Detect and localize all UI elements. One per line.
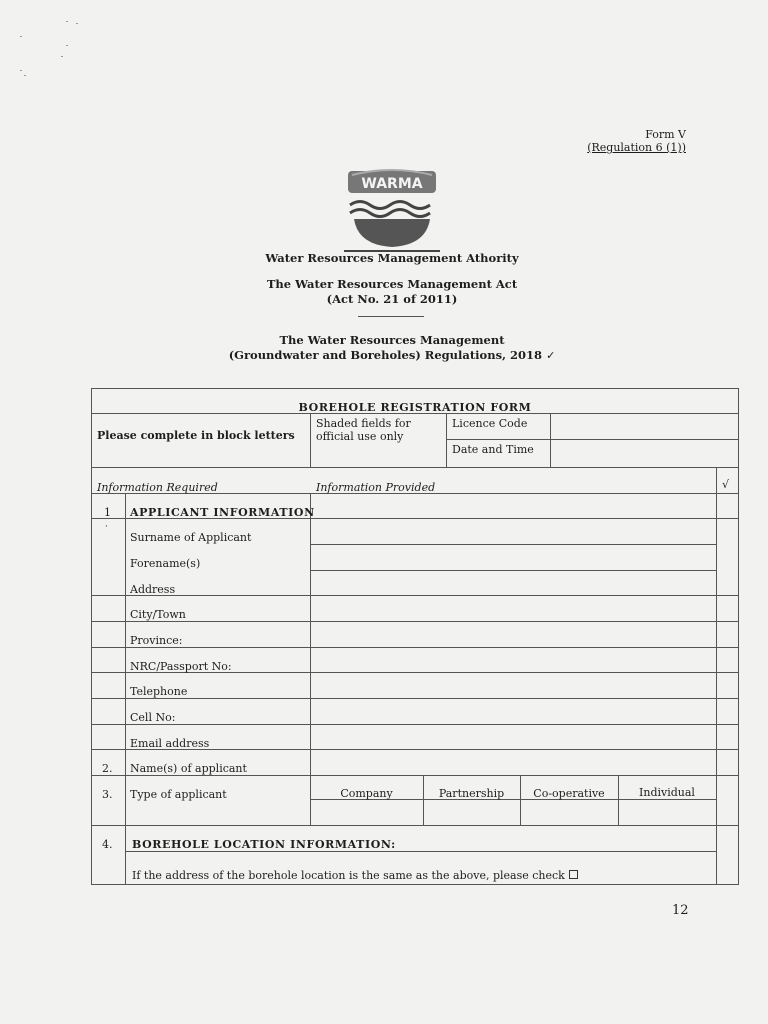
divider (358, 316, 424, 317)
tick-mark: ✓ (546, 349, 556, 362)
shaded-note-line2: official use only (316, 430, 404, 443)
act-title: The Water Resources Management Act (266, 277, 518, 291)
column-header-required: Information Required (97, 481, 218, 494)
telephone-input[interactable] (311, 673, 716, 698)
email-input[interactable] (311, 725, 716, 749)
borehole-registration-form (91, 388, 739, 885)
section-title-applicant: APPLICANT INFORMATION (130, 506, 315, 519)
field-label: Address (130, 583, 176, 596)
date-time-label: Date and Time (452, 443, 534, 456)
same-address-checkbox[interactable] (569, 870, 578, 879)
field-label: NRC/Passport No: (130, 660, 232, 673)
field-label: Type of applicant (130, 788, 227, 801)
instruction-text: Please complete in block letters (97, 429, 295, 442)
section-mark: · (105, 522, 108, 532)
forename-input[interactable] (311, 545, 716, 570)
partnership-check-cell[interactable] (424, 800, 520, 825)
warma-logo (340, 167, 444, 253)
field-label: Surname of Applicant (130, 531, 252, 544)
logo-text: WARMA (361, 176, 423, 192)
nrc-passport-input[interactable] (311, 648, 716, 672)
type-option-cooperative: Co-operative (533, 787, 605, 800)
location-note (132, 869, 578, 882)
location-note-text: If the address of the borehole location is the same as the above, please check (132, 869, 565, 882)
field-label: Email address (130, 737, 210, 750)
column-header-provided: Information Provided (316, 481, 436, 494)
field-label: Cell No: (130, 711, 176, 724)
licence-code-label: Licence Code (452, 417, 528, 430)
regulation-reference: (Regulation 6 (1)) (587, 141, 686, 154)
section-number: 4. (102, 838, 113, 851)
shaded-note-line1: Shaded fields for (316, 417, 411, 430)
item-number: 3. (102, 788, 113, 801)
regulations-title-line2 (0, 348, 768, 363)
form-reference (587, 128, 686, 154)
address-input[interactable] (311, 571, 716, 595)
type-option-partnership: Partnership (438, 787, 505, 800)
city-town-input[interactable] (311, 596, 716, 621)
section-title-location: BOREHOLE LOCATION INFORMATION: (132, 838, 396, 851)
authority-name: Water Resources Management Athority (265, 251, 519, 265)
section-number: 1 (104, 506, 111, 519)
field-label: Forename(s) (130, 557, 201, 570)
surname-input[interactable] (311, 519, 716, 544)
applicant-names-input[interactable] (311, 750, 716, 775)
field-label: Telephone (130, 685, 188, 698)
column-header-check: √ (722, 478, 730, 491)
province-input[interactable] (311, 622, 716, 647)
field-label: Name(s) of applicant (130, 762, 247, 775)
licence-code-field[interactable] (551, 414, 738, 439)
form-title: BOREHOLE REGISTRATION FORM (298, 401, 532, 414)
form-number: Form V (645, 128, 686, 141)
regulations-title-line1: The Water Resources Management (279, 333, 505, 347)
field-label: Province: (130, 634, 183, 647)
date-time-field[interactable] (551, 440, 738, 467)
company-check-cell[interactable] (311, 800, 423, 825)
cooperative-check-cell[interactable] (521, 800, 618, 825)
cell-number-input[interactable] (311, 699, 716, 724)
item-number: 2. (102, 762, 113, 775)
act-number: (Act No. 21 of 2011) (326, 292, 458, 306)
page-number: 12 (672, 903, 689, 918)
type-option-company: Company (340, 787, 393, 800)
individual-check-cell[interactable] (619, 800, 716, 825)
type-option-individual: Individual (639, 786, 695, 799)
regulations-title-text: (Groundwater and Boreholes) Regulations, 2018 (228, 348, 543, 362)
field-label: City/Town (130, 608, 186, 621)
